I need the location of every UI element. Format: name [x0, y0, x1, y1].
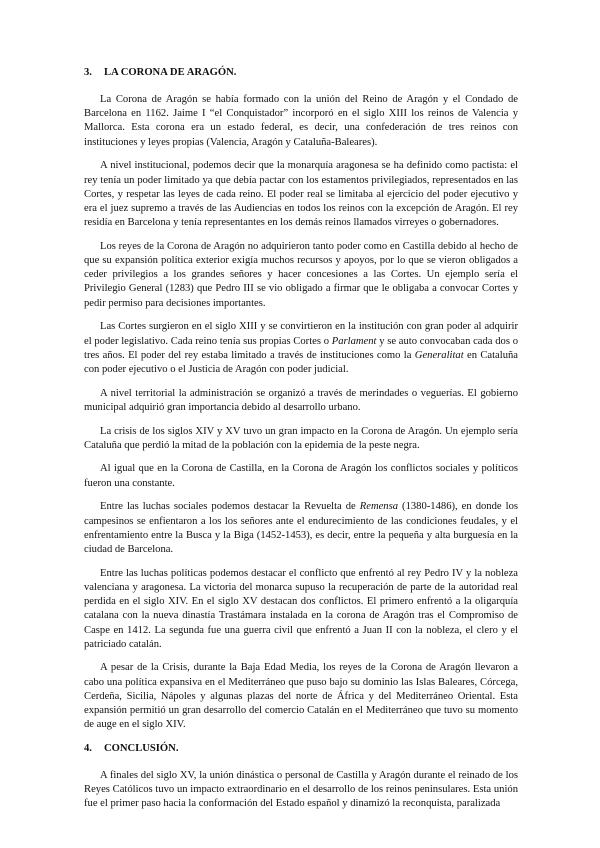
section-heading-conclusion [84, 742, 518, 756]
paragraph: La crisis de los siglos XIV y XV tuvo un gran impacto en la Corona de Aragón. Un ejemplo sería Cataluña que perdió la mitad de la población con la epidemia de la peste negra. [84, 425, 518, 451]
text-run: Entre las luchas sociales podemos destacar la Revuelta de [100, 501, 360, 513]
italic-term: Generalitat [414, 349, 464, 361]
paragraph: A pesar de la Crisis, durante la Baja Edad Media, los reyes de la Corona de Aragón llevaron a cabo una política expansiva en el Mediterráneo que puso bajo su dominio las Islas Baleares, Córcega, Cerdeña, Sicilia, Nápoles y algunas plazas del norte de África y del Mediterráneo Oriental. Esta expansión permitió un gran desarrollo del comercio Catalán en el Mediterráneo que tuvo su momento de auge en el siglo XIV. [84, 662, 518, 731]
text-run: en Cataluña con poder ejecutivo o el Justicia de Aragón con poder judicial. [84, 349, 518, 375]
section-heading-corona-aragon [84, 66, 518, 80]
italic-term: Remensa [359, 501, 399, 513]
paragraph [84, 320, 518, 377]
paragraph: A finales del siglo XV, la unión dinástica o personal de Castilla y Aragón durante el reinado de los Reyes Católicos tuvo un impacto extraordinario en el desarrollo de los reinos peninsulares. Esta unión fue el primer paso hacia la conformación del Estado español y dinamizó la reconquista, paralizada [84, 769, 518, 810]
paragraph: Entre las luchas políticas podemos destacar el conflicto que enfrentó al rey Pedro IV y la nobleza valenciana y aragonesa. La victoria del monarca supuso la recuperación de parte de la autoridad real perdida en el siglo XIV. En el siglo XV destacan dos conflictos. El primero enfrentó a la oligarquía catalana con la nueva dinastía Trastámara instalada en la corona de Aragón tras el Compromiso de Caspe en 1412. La segunda fue una guerra civil que enfrentó a Juan II con la nobleza, el clero y el patriciado catalán. [84, 567, 518, 650]
paragraph: La Corona de Aragón se había formado con la unión del Reino de Aragón y el Condado de Barcelona en 1162. Jaime I “el Conquistador” incorporó en el siglo XIII los reinos de Valencia y Mallorca. Esta corona era un estado federal, es decir, una confederación de tres reinos con instituciones y leyes propias (Valencia, Aragón y Cataluña-Baleares). [84, 94, 518, 148]
paragraph: A nivel institucional, podemos decir que la monarquía aragonesa se ha definido como pactista: el rey tenía un poder limitado ya que debía pactar con los estamentos privilegiados, representados en las Cortes, y respetar las leyes de cada reino. El poder real se limitaba al ejercicio del poder ejecutivo y era el juez supremo a través de las Audiencias en todos los reinos con la excepción de Aragón. El rey residía en Barcelona y tenía representantes en los demás reinos llamados virreyes o gobernadores. [84, 160, 518, 229]
paragraph [84, 500, 518, 557]
text-run: (1380-1486), en donde los campesinos se enfientaron a los los señores ante el endurecimiento de las condiciones feudales, y el enfrentamiento entre la Busca y la Biga (1452-1453), es decir, entre la pequeña y alta burguesía en la ciudad de Barcelona. [84, 501, 518, 555]
paragraph: A nivel territorial la administración se organizó a través de merindades o veguerías. El gobierno municipal adquirió gran importancia debido al desarrollo urbano. [84, 387, 518, 413]
section-number: 3. [84, 67, 92, 78]
section-title: CONCLUSIÓN. [104, 742, 179, 754]
text-run: Las Cortes surgieron en el siglo XIII y se convirtieron en la institución con gran poder al adquirir el poder legislativo. Cada reino tenía sus propias Cortes o [84, 321, 518, 347]
section-number: 4. [84, 742, 92, 754]
italic-term: Parlament [331, 335, 377, 347]
text-run: y se auto convocaban cada dos o tres años. El poder del rey estaba limitado a través de instituciones como la [84, 335, 518, 361]
section-title: LA CORONA DE ARAGÓN. [104, 67, 237, 78]
paragraph: Al igual que en la Corona de Castilla, en la Corona de Aragón los conflictos sociales y políticos fueron una constante. [84, 463, 518, 489]
paragraph: Los reyes de la Corona de Aragón no adquirieron tanto poder como en Castilla debido al hecho de que su expansión política exterior exigía muchos recursos y apoyos, por lo que se vieron obligados a ceder privilegios a los grandes señores y hacer concesiones a las Cortes. Un ejemplo sería el Privilegio General (1283) que Pedro III se vio obligado a firmar que le obligaba a convocar Cortes y pedir permiso para decisiones importantes. [84, 240, 518, 309]
